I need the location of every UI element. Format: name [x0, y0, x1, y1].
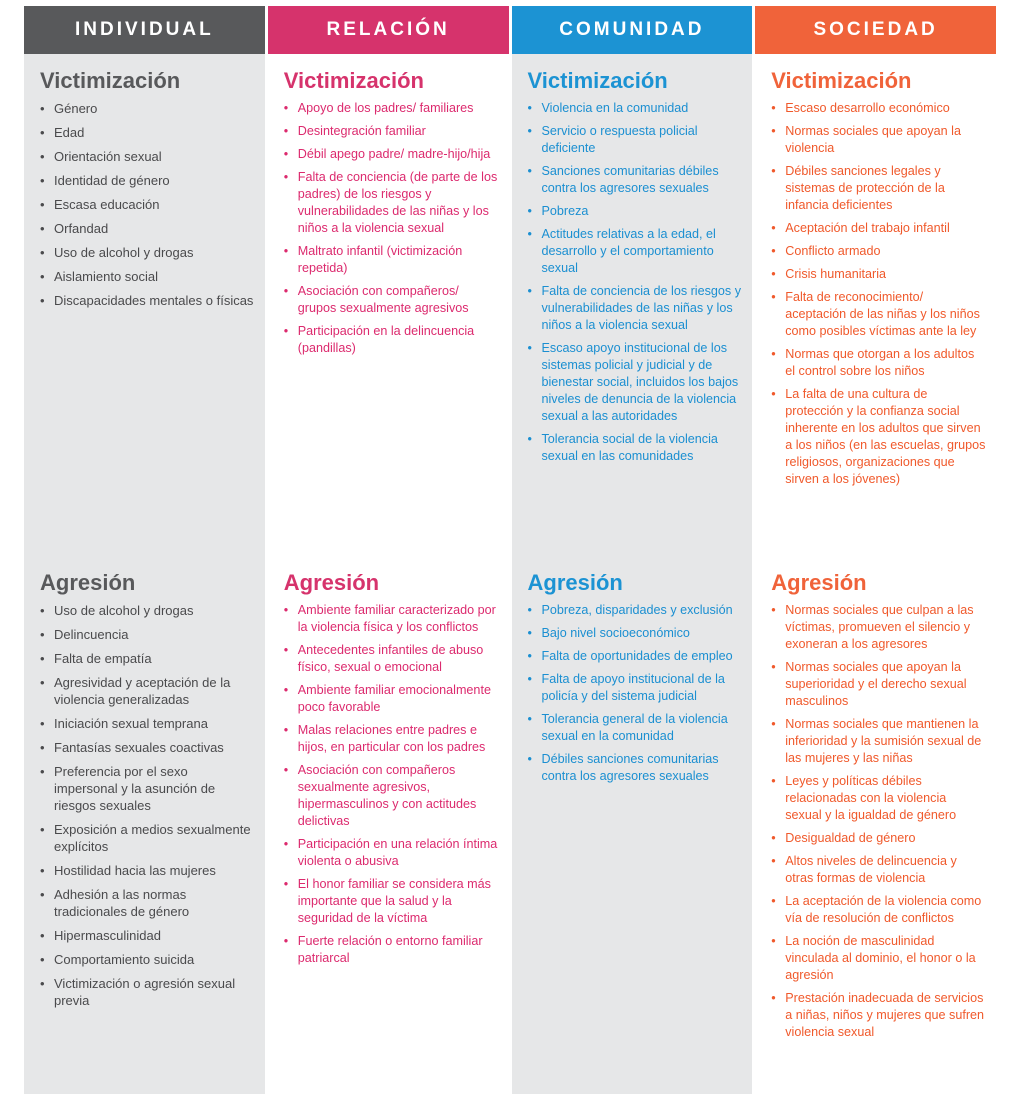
column-header-sociedad: SOCIEDAD: [755, 6, 996, 54]
list-item: • Orientación sexual: [40, 148, 255, 165]
aggression-list: [771, 602, 986, 1041]
list-item: • Servicio o respuesta policial deficiente: [528, 123, 743, 157]
column-body-sociedad: [755, 54, 996, 1094]
list-item: • Débiles sanciones comunitarias contra los agresores sexuales: [528, 751, 743, 785]
list-item: • Fantasías sexuales coactivas: [40, 739, 255, 756]
victimization-section: [40, 68, 255, 316]
list-item: • Escaso apoyo institucional de los sistemas policial y judicial y de bienestar social, incluidos los bajos niveles de denuncia de la violencia sexual a las autoridades: [528, 340, 743, 425]
list-item: • Orfandad: [40, 220, 255, 237]
list-item: • Delincuencia: [40, 626, 255, 643]
list-item: • El honor familiar se considera más importante que la salud y la seguridad de la víctima: [284, 876, 499, 927]
victimization-section: [528, 68, 743, 471]
list-item: • Falta de empatía: [40, 650, 255, 667]
victimization-list: [40, 100, 255, 309]
list-item: • Débil apego padre/ madre-hijo/hija: [284, 146, 499, 163]
list-item: • Victimización o agresión sexual previa: [40, 975, 255, 1009]
list-item: • La aceptación de la violencia como vía de resolución de conflictos: [771, 893, 986, 927]
victimization-heading: Victimización: [283, 68, 424, 93]
list-item: • Desigualdad de género: [771, 830, 986, 847]
list-item: • Ambiente familiar caracterizado por la violencia física y los conflictos: [284, 602, 499, 636]
victimization-heading: Victimización: [527, 68, 668, 93]
list-item: • Aislamiento social: [40, 268, 255, 285]
aggression-section: [528, 570, 743, 791]
list-item: • Hipermasculinidad: [40, 927, 255, 944]
victimization-heading: Victimización: [40, 68, 181, 93]
list-item: • Ambiente familiar emocionalmente poco favorable: [284, 682, 499, 716]
list-item: • Tolerancia general de la violencia sexual en la comunidad: [528, 711, 743, 745]
list-item: • Apoyo de los padres/ familiares: [284, 100, 499, 117]
list-item: • Conflicto armado: [771, 243, 986, 260]
list-item: • Sanciones comunitarias débiles contra los agresores sexuales: [528, 163, 743, 197]
list-item: • Fuerte relación o entorno familiar patriarcal: [284, 933, 499, 967]
list-item: • Normas sociales que apoyan la superioridad y el derecho sexual masculinos: [771, 659, 986, 710]
list-item: • Normas sociales que apoyan la violencia: [771, 123, 986, 157]
list-item: • Agresividad y aceptación de la violencia generalizadas: [40, 674, 255, 708]
list-item: • Falta de conciencia (de parte de los padres) de los riesgos y vulnerabilidades de las niñas y los niños a la violencia sexual: [284, 169, 499, 237]
aggression-list: [528, 602, 743, 785]
aggression-section: [40, 570, 255, 1016]
list-item: • La noción de masculinidad vinculada al dominio, el honor o la agresión: [771, 933, 986, 984]
list-item: • Pobreza, disparidades y exclusión: [528, 602, 743, 619]
list-item: • Prestación inadecuada de servicios a niñas, niños y mujeres que sufren violencia sexual: [771, 990, 986, 1041]
victimization-list: [771, 100, 986, 488]
list-item: • Pobreza: [528, 203, 743, 220]
column-sociedad: [755, 6, 996, 1094]
list-item: • Débiles sanciones legales y sistemas de protección de la infancia deficientes: [771, 163, 986, 214]
column-individual: [24, 6, 265, 1094]
list-item: • Aceptación del trabajo infantil: [771, 220, 986, 237]
list-item: • Asociación con compañeros/ grupos sexualmente agresivos: [284, 283, 499, 317]
column-body-relacion: [268, 54, 509, 1094]
list-item: • Violencia en la comunidad: [528, 100, 743, 117]
list-item: • Edad: [40, 124, 255, 141]
aggression-list: [284, 602, 499, 967]
list-item: • Género: [40, 100, 255, 117]
column-comunidad: [512, 6, 753, 1094]
victimization-list: [528, 100, 743, 465]
victimization-list: [284, 100, 499, 357]
list-item: • Exposición a medios sexualmente explícitos: [40, 821, 255, 855]
list-item: • La falta de una cultura de protección y la confianza social inherente en los adultos que sirven a los niños (en las escuelas, grupos religiosos, organizaciones que sirven a los jóvenes): [771, 386, 986, 488]
list-item: • Bajo nivel socioeconómico: [528, 625, 743, 642]
list-item: • Falta de reconocimiento/ aceptación de las niñas y los niños como posibles víctimas ante la ley: [771, 289, 986, 340]
list-item: • Desintegración familiar: [284, 123, 499, 140]
list-item: • Falta de conciencia de los riesgos y vulnerabilidades de las niñas y los niños a la violencia sexual: [528, 283, 743, 334]
victimization-section: [771, 68, 986, 494]
list-item: • Tolerancia social de la violencia sexual en las comunidades: [528, 431, 743, 465]
list-item: • Hostilidad hacia las mujeres: [40, 862, 255, 879]
list-item: • Falta de apoyo institucional de la policía y del sistema judicial: [528, 671, 743, 705]
column-body-comunidad: [512, 54, 753, 1094]
column-body-individual: [24, 54, 265, 1094]
list-item: • Normas sociales que culpan a las víctimas, promueven el silencio y exoneran a los agresores: [771, 602, 986, 653]
list-item: • Adhesión a las normas tradicionales de género: [40, 886, 255, 920]
aggression-list: [40, 602, 255, 1009]
list-item: • Normas sociales que mantienen la inferioridad y la sumisión sexual de las mujeres y las niñas: [771, 716, 986, 767]
list-item: • Iniciación sexual temprana: [40, 715, 255, 732]
list-item: • Participación en la delincuencia (pandillas): [284, 323, 499, 357]
aggression-heading: Agresión: [771, 570, 867, 595]
list-item: • Participación en una relación íntima violenta o abusiva: [284, 836, 499, 870]
victimization-heading: Victimización: [771, 68, 912, 93]
list-item: • Escaso desarrollo económico: [771, 100, 986, 117]
list-item: • Identidad de género: [40, 172, 255, 189]
list-item: • Malas relaciones entre padres e hijos, en particular con los padres: [284, 722, 499, 756]
aggression-heading: Agresión: [40, 570, 136, 595]
list-item: • Crisis humanitaria: [771, 266, 986, 283]
list-item: • Maltrato infantil (victimización repetida): [284, 243, 499, 277]
list-item: • Falta de oportunidades de empleo: [528, 648, 743, 665]
list-item: • Comportamiento suicida: [40, 951, 255, 968]
list-item: • Leyes y políticas débiles relacionadas con la violencia sexual y la igualdad de género: [771, 773, 986, 824]
column-header-individual: INDIVIDUAL: [24, 6, 265, 54]
list-item: • Asociación con compañeros sexualmente agresivos, hipermasculinos y con actitudes delictivas: [284, 762, 499, 830]
victimization-section: [284, 68, 499, 363]
list-item: • Escasa educación: [40, 196, 255, 213]
list-item: • Discapacidades mentales o físicas: [40, 292, 255, 309]
risk-factors-table: [24, 6, 996, 1094]
list-item: • Actitudes relativas a la edad, el desarrollo y el comportamiento sexual: [528, 226, 743, 277]
column-header-comunidad: COMUNIDAD: [512, 6, 753, 54]
aggression-heading: Agresión: [283, 570, 380, 595]
aggression-section: [771, 570, 986, 1047]
list-item: • Antecedentes infantiles de abuso físico, sexual o emocional: [284, 642, 499, 676]
aggression-section: [284, 570, 499, 973]
list-item: • Altos niveles de delincuencia y otras formas de violencia: [771, 853, 986, 887]
list-item: • Uso de alcohol y drogas: [40, 244, 255, 261]
list-item: • Normas que otorgan a los adultos el control sobre los niños: [771, 346, 986, 380]
list-item: • Uso de alcohol y drogas: [40, 602, 255, 619]
aggression-heading: Agresión: [527, 570, 623, 595]
column-relacion: [268, 6, 509, 1094]
column-header-relacion: RELACIÓN: [268, 6, 509, 54]
list-item: • Preferencia por el sexo impersonal y la asunción de riesgos sexuales: [40, 763, 255, 814]
